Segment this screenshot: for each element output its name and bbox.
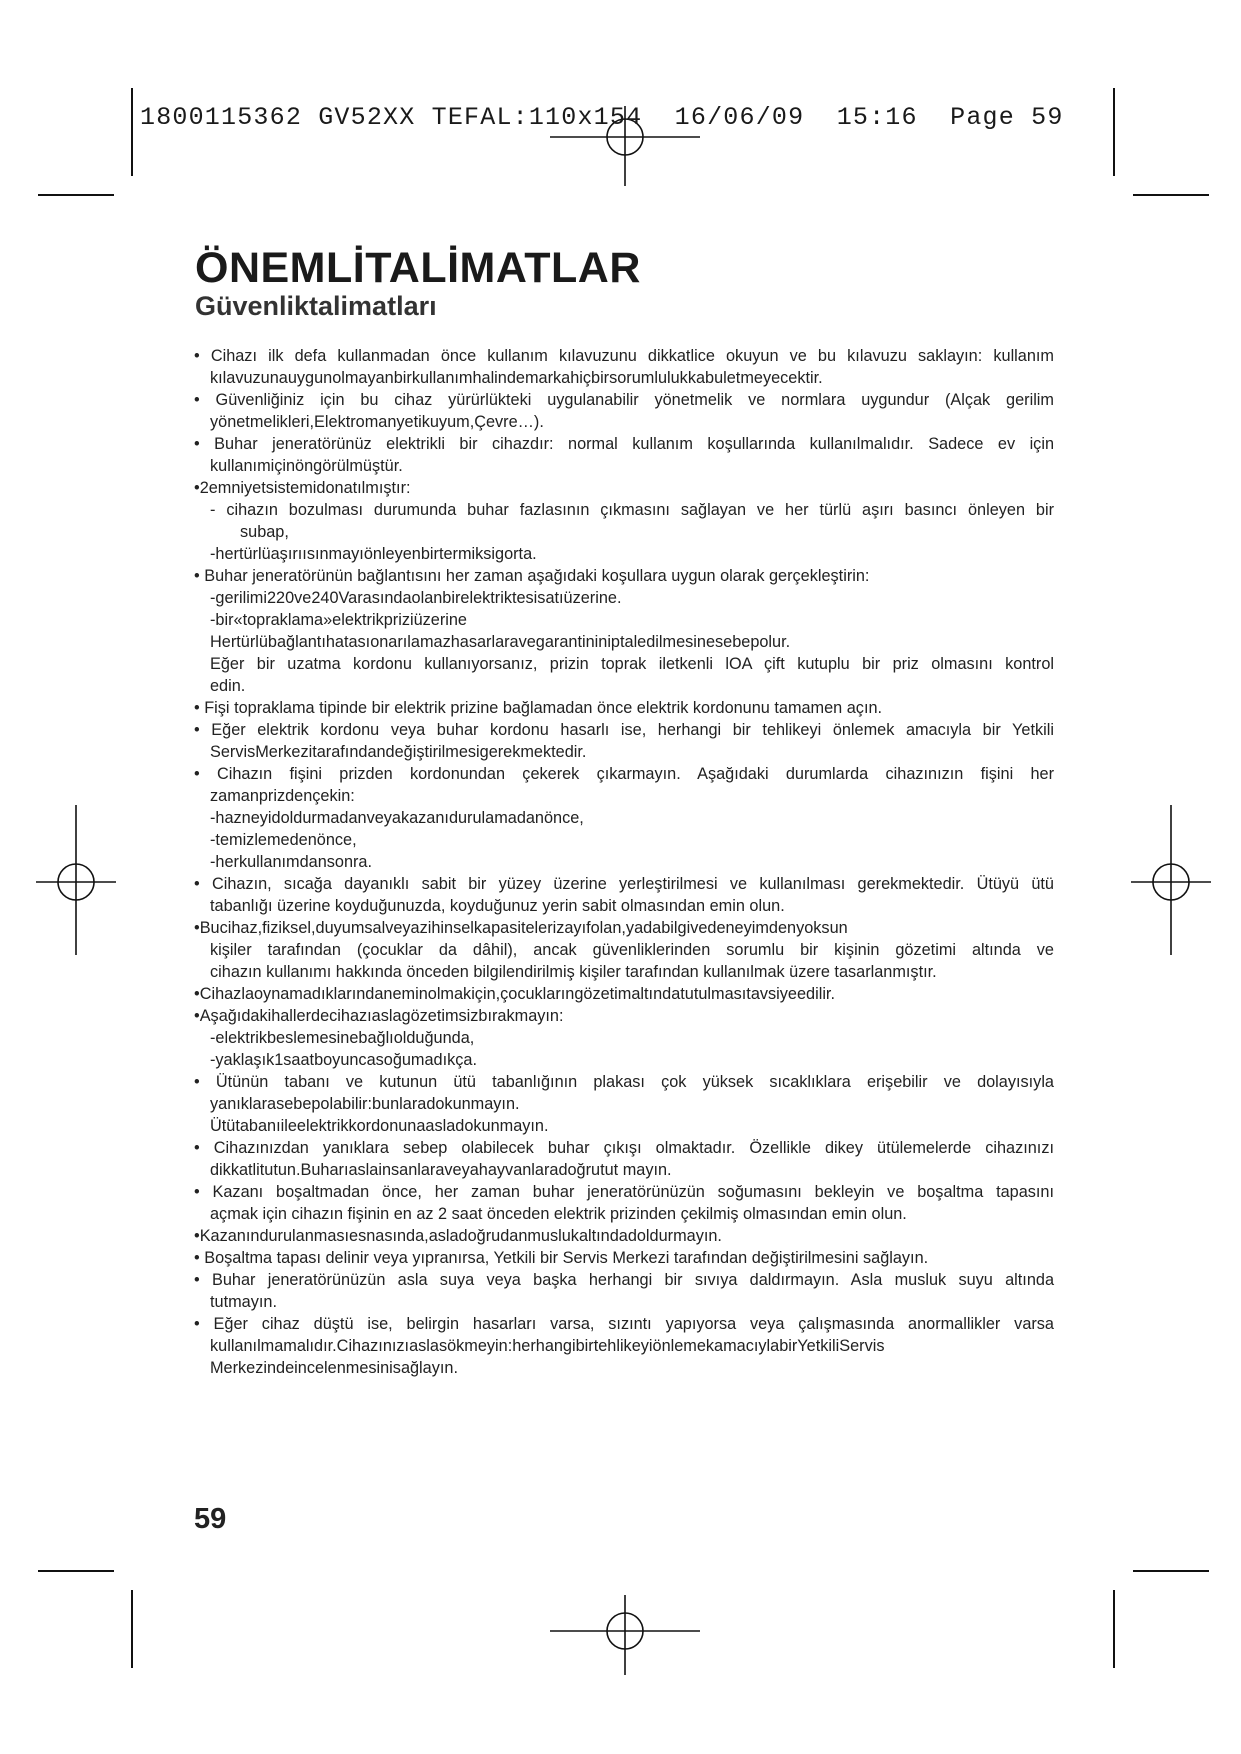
- crop-mark-top-left-horizontal: [38, 194, 114, 196]
- text-line: • Cihazın, sıcağa dayanıklı sabit bir yüzey üzerine yerleştirilmesi ve kullanılması gerekmektedir. Ütüyü ütü: [194, 875, 1054, 893]
- safety-instructions: [194, 345, 1054, 1379]
- text-line: • Eğer elektrik kordonu veya buhar kordonu hasarlı ise, herhangi bir tehlikeyi önlemek amacıyla bir Yetkili: [194, 721, 1054, 739]
- text-line: -temizlemedenönce,: [210, 831, 357, 849]
- text-line: • Cihazınızdan yanıklara sebep olabilecek buhar çıkışı olmaktadır. Özellikle dikey ütülemelerde cihazınızı: [194, 1139, 1054, 1157]
- text-line: subap,: [240, 523, 289, 541]
- registration-mark-left: [36, 805, 116, 955]
- text-line: dikkatlitutun.Buharıaslainsanlaraveyahayvanlaradoğrutut mayın.: [210, 1161, 672, 1179]
- text-line: kılavuzunauygunolmayanbirkullanımhalindemarkahiçbirsorumlulukkabuletmeyecektir.: [210, 369, 823, 387]
- text-line: Hertürlübağlantıhatasıonarılamazhasarlaravegarantininiptaledilmesinesebepolur.: [210, 633, 791, 651]
- crop-mark-bottom-right-horizontal: [1133, 1570, 1209, 1572]
- text-line: kullanımiçinöngörülmüştür.: [210, 457, 403, 475]
- text-line: edin.: [210, 677, 246, 695]
- crop-mark-bottom-left-horizontal: [38, 1570, 114, 1572]
- text-line: • Buhar jeneratörünüz elektrikli bir cihazdır: normal kullanım koşullarında kullanılmalıdır. Sadece ev için: [194, 435, 1054, 453]
- text-line: açmak için cihazın fişinin en az 2 saat önceden elektrik prizinden çekilmiş olmasından emin olun.: [210, 1205, 907, 1223]
- text-line: • Buhar jeneratörünüzün asla suya veya başka herhangi bir sıvıya daldırmayın. Asla musluk suyu altında: [194, 1271, 1054, 1289]
- text-line: -elektrikbeslemesinebağlıolduğunda,: [210, 1029, 475, 1047]
- text-line: •Kazanındurulanmasıesnasında,asladoğrudanmuslukaltındadoldurmayın.: [194, 1227, 722, 1245]
- text-line: yanıklarasebepolabilir:bunlaradokunmayın.: [210, 1095, 520, 1113]
- text-line: zamanprizdençekin:: [210, 787, 355, 805]
- text-line: • Cihazın fişini prizden kordonundan çekerek çıkarmayın. Aşağıdaki durumlarda cihazınızın fişini her: [194, 765, 1054, 783]
- text-line: •Cihazlaoynamadıklarındaneminolmakiçin,çocuklarıngözetimaltındatutulmasıtavsiyeedilir.: [194, 985, 835, 1003]
- text-line: yönetmelikleri,Elektromanyetikuyum,Çevre…).: [210, 413, 544, 431]
- text-line: ServisMerkezitarafındandeğiştirilmesigerekmektedir.: [210, 743, 587, 761]
- crop-mark-bottom-left-vertical: [131, 1590, 133, 1668]
- crop-mark-top-right-vertical: [1113, 88, 1115, 176]
- text-line: Ütütabanıileelektrikkordonunaasladokunmayın.: [210, 1117, 549, 1135]
- text-line: • Kazanı boşaltmadan önce, her zaman buhar jeneratörünüzün soğumasını bekleyin ve boşaltma tapasını: [194, 1183, 1054, 1201]
- text-line: - cihazın bozulması durumunda buhar fazlasının çıkmasını sağlayan ve her türlü aşırı basıncı önleyen bir: [210, 501, 1054, 519]
- text-line: kullanılmamalıdır.Cihazınızıaslasökmeyin:herhangibirtehlikeyiönlemekamacıylabirYetkiliServis: [210, 1337, 885, 1355]
- registration-mark-right: [1131, 805, 1211, 955]
- text-line: • Buhar jeneratörünün bağlantısını her zaman aşağıdaki koşullara uygun olarak gerçekleştirin:: [194, 567, 870, 585]
- page-title: ÖNEMLİTALİMATLAR: [195, 244, 641, 292]
- text-line: Merkezindeincelenmesinisağlayın.: [210, 1359, 458, 1377]
- text-line: kişiler tarafından (çocuklar da dâhil), ancak güvenliklerinden sorumlu bir kişinin gözetimi altında ve: [210, 941, 1054, 959]
- crop-mark-bottom-right-vertical: [1113, 1590, 1115, 1668]
- text-line: -bir«topraklama»elektrikprizіüzerine: [210, 611, 467, 629]
- page-number: 59: [194, 1503, 227, 1535]
- text-line: • Boşaltma tapası delinir veya yıpranırsa, Yetkili bir Servis Merkezi tarafından değiştirilmesini sağlayın.: [194, 1249, 929, 1267]
- text-line: tutmayın.: [210, 1293, 277, 1311]
- text-line: • Ütünün tabanı ve kutunun ütü tabanlığının plakası çok yüksek sıcaklıklara erişebilir ve dolayısıyla: [194, 1073, 1054, 1091]
- text-line: -hertürlüaşırıısınmayıönleyenbirtermiksigorta.: [210, 545, 537, 563]
- crop-mark-top-right-horizontal: [1133, 194, 1209, 196]
- text-line: -hazneyidoldurmadanveyakazanıdurulamadanönce,: [210, 809, 584, 827]
- registration-mark-bottom: [550, 1595, 700, 1675]
- text-line: •Bucihaz,fiziksel,duyumsalveyazihinselkapasitelerizayıfolan,yadabilgivedeneyimdenyoksun: [194, 919, 848, 937]
- text-line: • Fişi topraklama tipinde bir elektrik prizine bağlamadan önce elektrik kordonunu tamamen açın.: [194, 699, 883, 717]
- text-line: • Güvenliğiniz için bu cihaz yürürlükteki uygulanabilir yönetmelik ve normlara uygundur (Alçak gerilim: [194, 391, 1054, 409]
- print-slug: 1800115362 GV52XX TEFAL:110x154 16/06/09 15:16 Page 59: [140, 103, 1064, 132]
- text-line: -yaklaşık1saatboyuncasoğumadıkça.: [210, 1051, 477, 1069]
- text-line: -gerilimi220ve240Varasındaolanbirelektriktesisatıüzerine.: [210, 589, 622, 607]
- text-line: • Eğer cihaz düştü ise, belirgin hasarları varsa, sızıntı yapıyorsa veya çalışmasında anormallikler varsa: [194, 1315, 1054, 1333]
- text-line: -herkullanımdansonra.: [210, 853, 372, 871]
- text-line: • Cihazı ilk defa kullanmadan önce kullanım kılavuzunu dikkatlice okuyun ve bu kılavuzu saklayın: kullanım: [194, 347, 1054, 365]
- crop-mark-top-left-vertical: [131, 88, 133, 176]
- text-line: cihazın kullanımı hakkında önceden bilgilendirilmiş kişiler tarafından kullanılmak üzere tasarlanmıştır.: [210, 963, 937, 981]
- section-subtitle: Güvenliktalimatları: [195, 291, 437, 321]
- text-line: •Aşağıdakihallerdecihazıaslagözetimsizbırakmayın:: [194, 1007, 564, 1025]
- text-line: Eğer bir uzatma kordonu kullanıyorsanız, prizin toprak iletkenli lOA çift kutuplu bir priz olmasını kontrol: [210, 655, 1054, 673]
- text-line: •2emniyetsistemidonatılmıştır:: [194, 479, 411, 497]
- text-line: tabanlığı üzerine koyduğunuzda, koyduğunuz yerin sabit olmasından emin olun.: [210, 897, 785, 915]
